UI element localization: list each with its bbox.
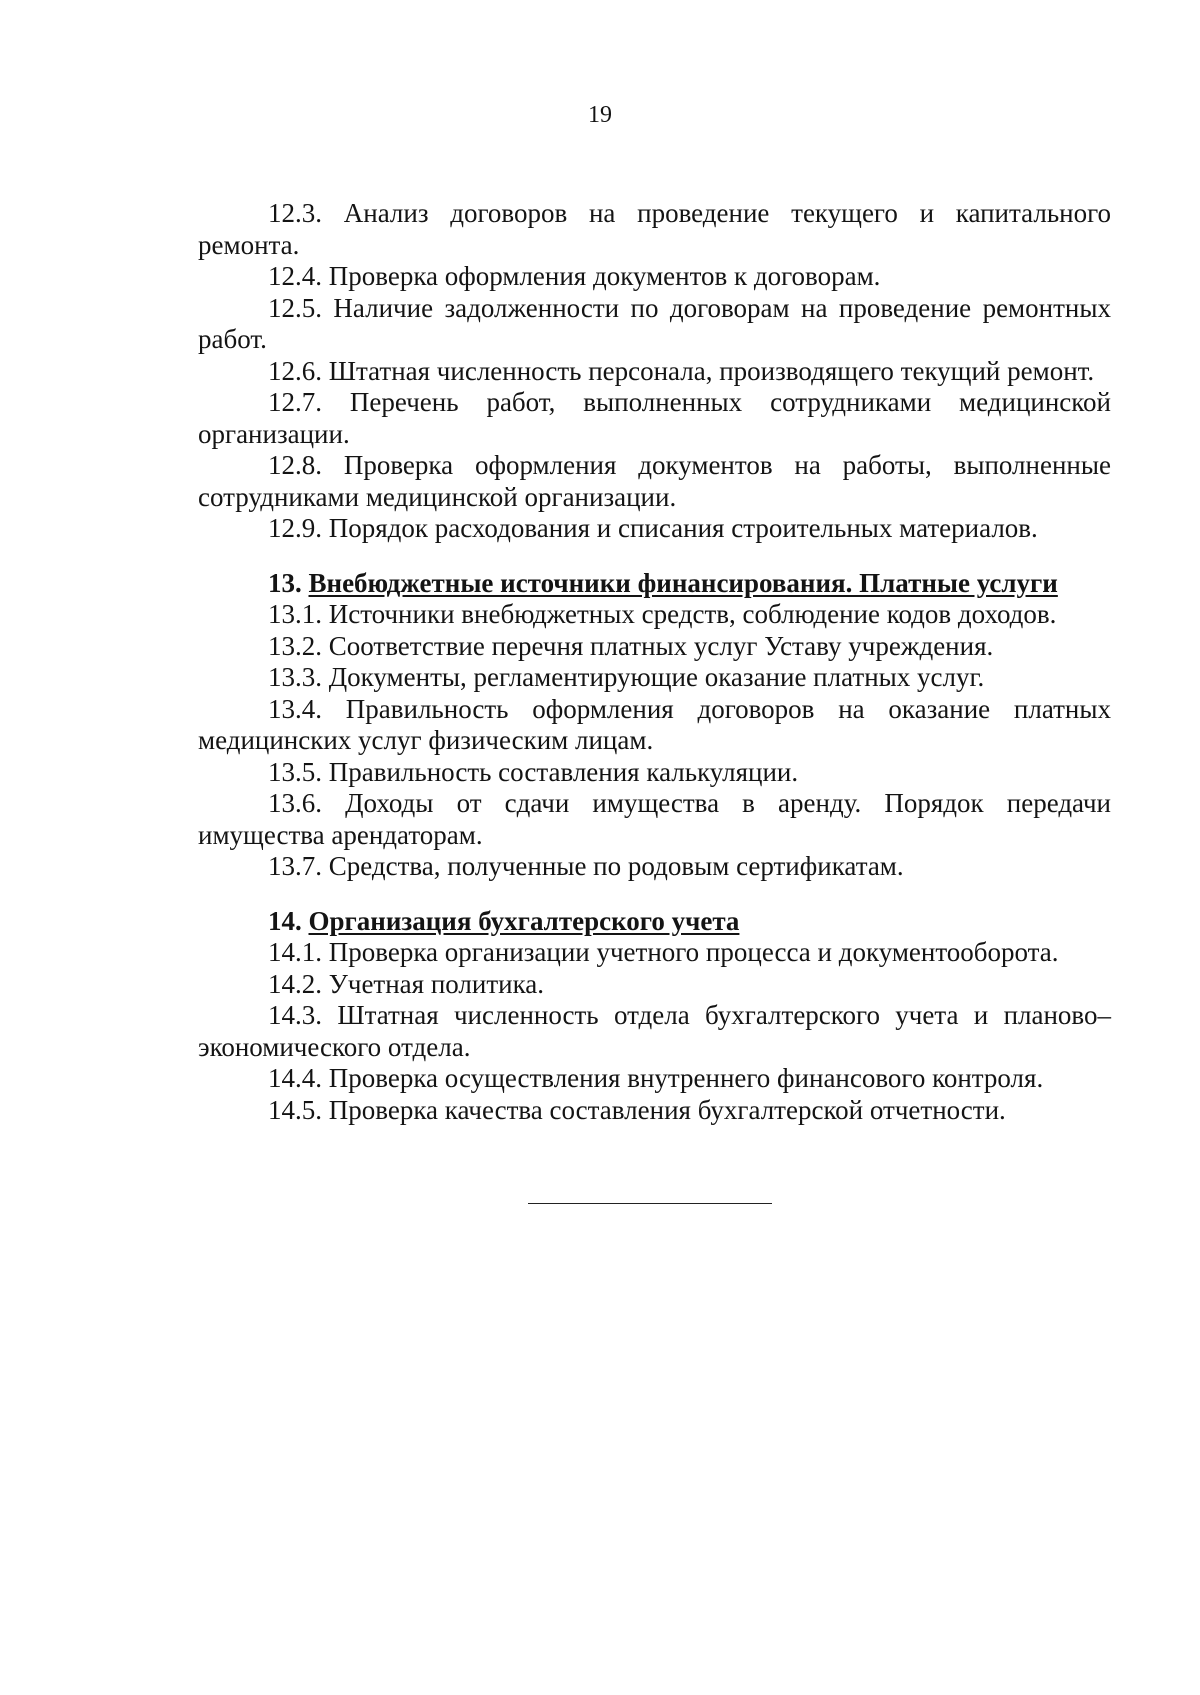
list-item-13-1: 13.1. Источники внебюджетных средств, соблюдение кодов доходов.: [268, 599, 1057, 629]
list-item-14-2: 14.2. Учетная политика.: [268, 968, 545, 999]
document-body: [198, 198, 1111, 1126]
list-item-13-7: 13.7. Средства, полученные по родовым сертификатам.: [268, 851, 904, 881]
section-title-13: Внебюджетные источники финансирования. Платные услуги: [308, 567, 1058, 598]
list-item-13-4: 13.4. Правильность оформления договоров на оказание платных медицинских услуг физическим лицам.: [198, 693, 1111, 755]
list-item-14-1: 14.1. Проверка организации учетного процесса и документооборота.: [268, 937, 1059, 967]
section-heading-14: [198, 906, 1111, 938]
list-item-13-2: 13.2. Соответствие перечня платных услуг Уставу учреждения.: [268, 630, 994, 661]
list-item-13-3: 13.3. Документы, регламентирующие оказание платных услуг.: [268, 662, 985, 692]
section-title-14: Организация бухгалтерского учета: [308, 905, 740, 936]
section-heading-13: [198, 568, 1111, 600]
list-item-14-5: 14.5. Проверка качества составления бухгалтерской отчетности.: [268, 1094, 1006, 1125]
list-item-12-7: 12.7. Перечень работ, выполненных сотрудниками медицинской организации.: [198, 387, 1111, 449]
section-number-13: 13.: [268, 567, 302, 598]
list-item-12-4: 12.4. Проверка оформления документов к договорам.: [268, 261, 881, 291]
list-item-12-8: 12.8. Проверка оформления документов на работы, выполненные сотрудниками медицинской организации.: [198, 450, 1111, 512]
end-of-document-rule: [528, 1203, 772, 1204]
list-item-12-9: 12.9. Порядок расходования и списания строительных материалов.: [268, 513, 1038, 543]
list-item-14-4: 14.4. Проверка осуществления внутреннего финансового контроля.: [268, 1063, 1044, 1093]
list-item-12-6: 12.6. Штатная численность персонала, производящего текущий ремонт.: [268, 355, 1095, 386]
list-item-13-5: 13.5. Правильность составления калькуляции.: [268, 756, 799, 787]
list-item-13-6: 13.6. Доходы от сдачи имущества в аренду. Порядок передачи имущества арендаторам.: [198, 788, 1111, 850]
section-number-14: 14.: [268, 905, 302, 936]
list-item-12-5: 12.5. Наличие задолженности по договорам на проведение ремонтных работ.: [198, 292, 1111, 354]
list-item-12-3: 12.3. Анализ договоров на проведение текущего и капитального ремонта.: [198, 198, 1111, 260]
list-item-14-3: 14.3. Штатная численность отдела бухгалтерского учета и планово–экономического отдела.: [198, 1000, 1111, 1062]
page-number: 19: [588, 102, 612, 128]
